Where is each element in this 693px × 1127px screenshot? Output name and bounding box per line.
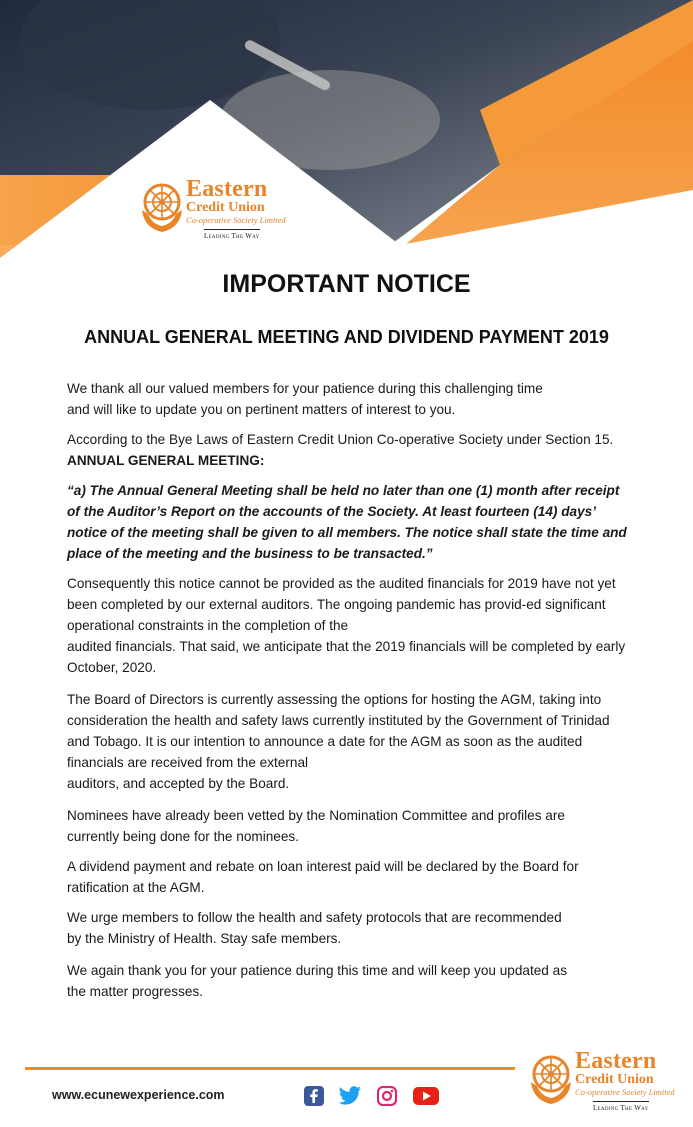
notice-subtitle: ANNUAL GENERAL MEETING AND DIVIDEND PAYMENT 2019 [84,327,609,347]
instagram-icon[interactable] [377,1086,397,1106]
paragraph-closing: We again thank you for your patience during this time and will keep you updated as the matter progresses. [67,963,568,999]
logo-line3: Co-operative Society Limited [575,1087,675,1097]
youtube-icon[interactable] [413,1086,439,1106]
paragraph-bye-laws [67,429,627,471]
logo-line2: Credit Union [575,1072,654,1087]
footer-website-link[interactable]: www.ecunewexperience.com [52,1088,225,1102]
agm-options-b: auditors, and accepted by the Board. [67,776,290,791]
audit-status-a: Consequently this notice cannot be provided as the audited financials for 2019 have not yet been completed by our external auditors. The ongoing pandemic has provid-ed significant operational constraints in the completion of the [67,576,616,633]
notice-body [67,378,627,1002]
paragraph-nominees: Nominees have already been vetted by the Nomination Committee and profiles are currently being done for the nominees. [67,808,565,844]
logo-line2: Credit Union [186,200,265,215]
agm-options-a: The Board of Directors is currently assessing the options for hosting the AGM, taking into consideration the health and safety laws currently instituted by the Government of Trinidad and Tobago. It is our intention to announce a date for the AGM as soon as the audited financials are received from the external [67,692,610,770]
credit-union-emblem-icon [138,180,186,236]
credit-union-emblem-icon [527,1052,575,1108]
header-graphic [0,0,693,300]
bye-laws-intro: According to the Bye Laws of Eastern Credit Union Co-operative Society under Section 15. [67,432,614,447]
paragraph-agm-options [67,689,627,794]
logo-wordmark [575,1050,675,1115]
logo-name: Eastern [186,176,268,202]
logo-name: Eastern [575,1048,657,1074]
bye-laws-section: ANNUAL GENERAL MEETING: [67,453,265,468]
notice-title: IMPORTANT NOTICE [222,270,471,298]
logo-tagline: Leading The Way [593,1101,649,1113]
paragraph-thanks: We thank all our valued members for your patience during this challenging time and will like to update you on pertinent matters of interest to you. [67,381,543,417]
paragraph-audit-status [67,573,627,678]
facebook-icon[interactable] [304,1086,324,1106]
logo-line3: Co-operative Society Limited [186,215,286,225]
paragraph-health-safety: We urge members to follow the health and safety protocols that are recommended by the Ministry of Health. Stay safe members. [67,910,562,946]
logo-wordmark [186,178,286,243]
twitter-icon[interactable] [338,1086,362,1106]
audit-status-b: audited financials. That said, we anticipate that the 2019 financials will be completed by early October, 2020. [67,639,626,675]
footer-divider [25,1067,515,1070]
paragraph-dividend: A dividend payment and rebate on loan interest paid will be declared by the Board for ratification at the AGM. [67,859,579,895]
logo-tagline: Leading The Way [204,229,260,241]
bye-laws-quote: “a) The Annual General Meeting shall be held no later than one (1) month after receipt of the Auditor’s Report on the accounts of the Society. At least fourteen (14) days’ notice of the meeting shall be given to all members. The notice shall state the time and place of the meeting and the business to be transacted.” [67,483,627,561]
logo-bottom [527,1050,687,1112]
logo-top [138,178,298,240]
header-banner [0,0,693,300]
